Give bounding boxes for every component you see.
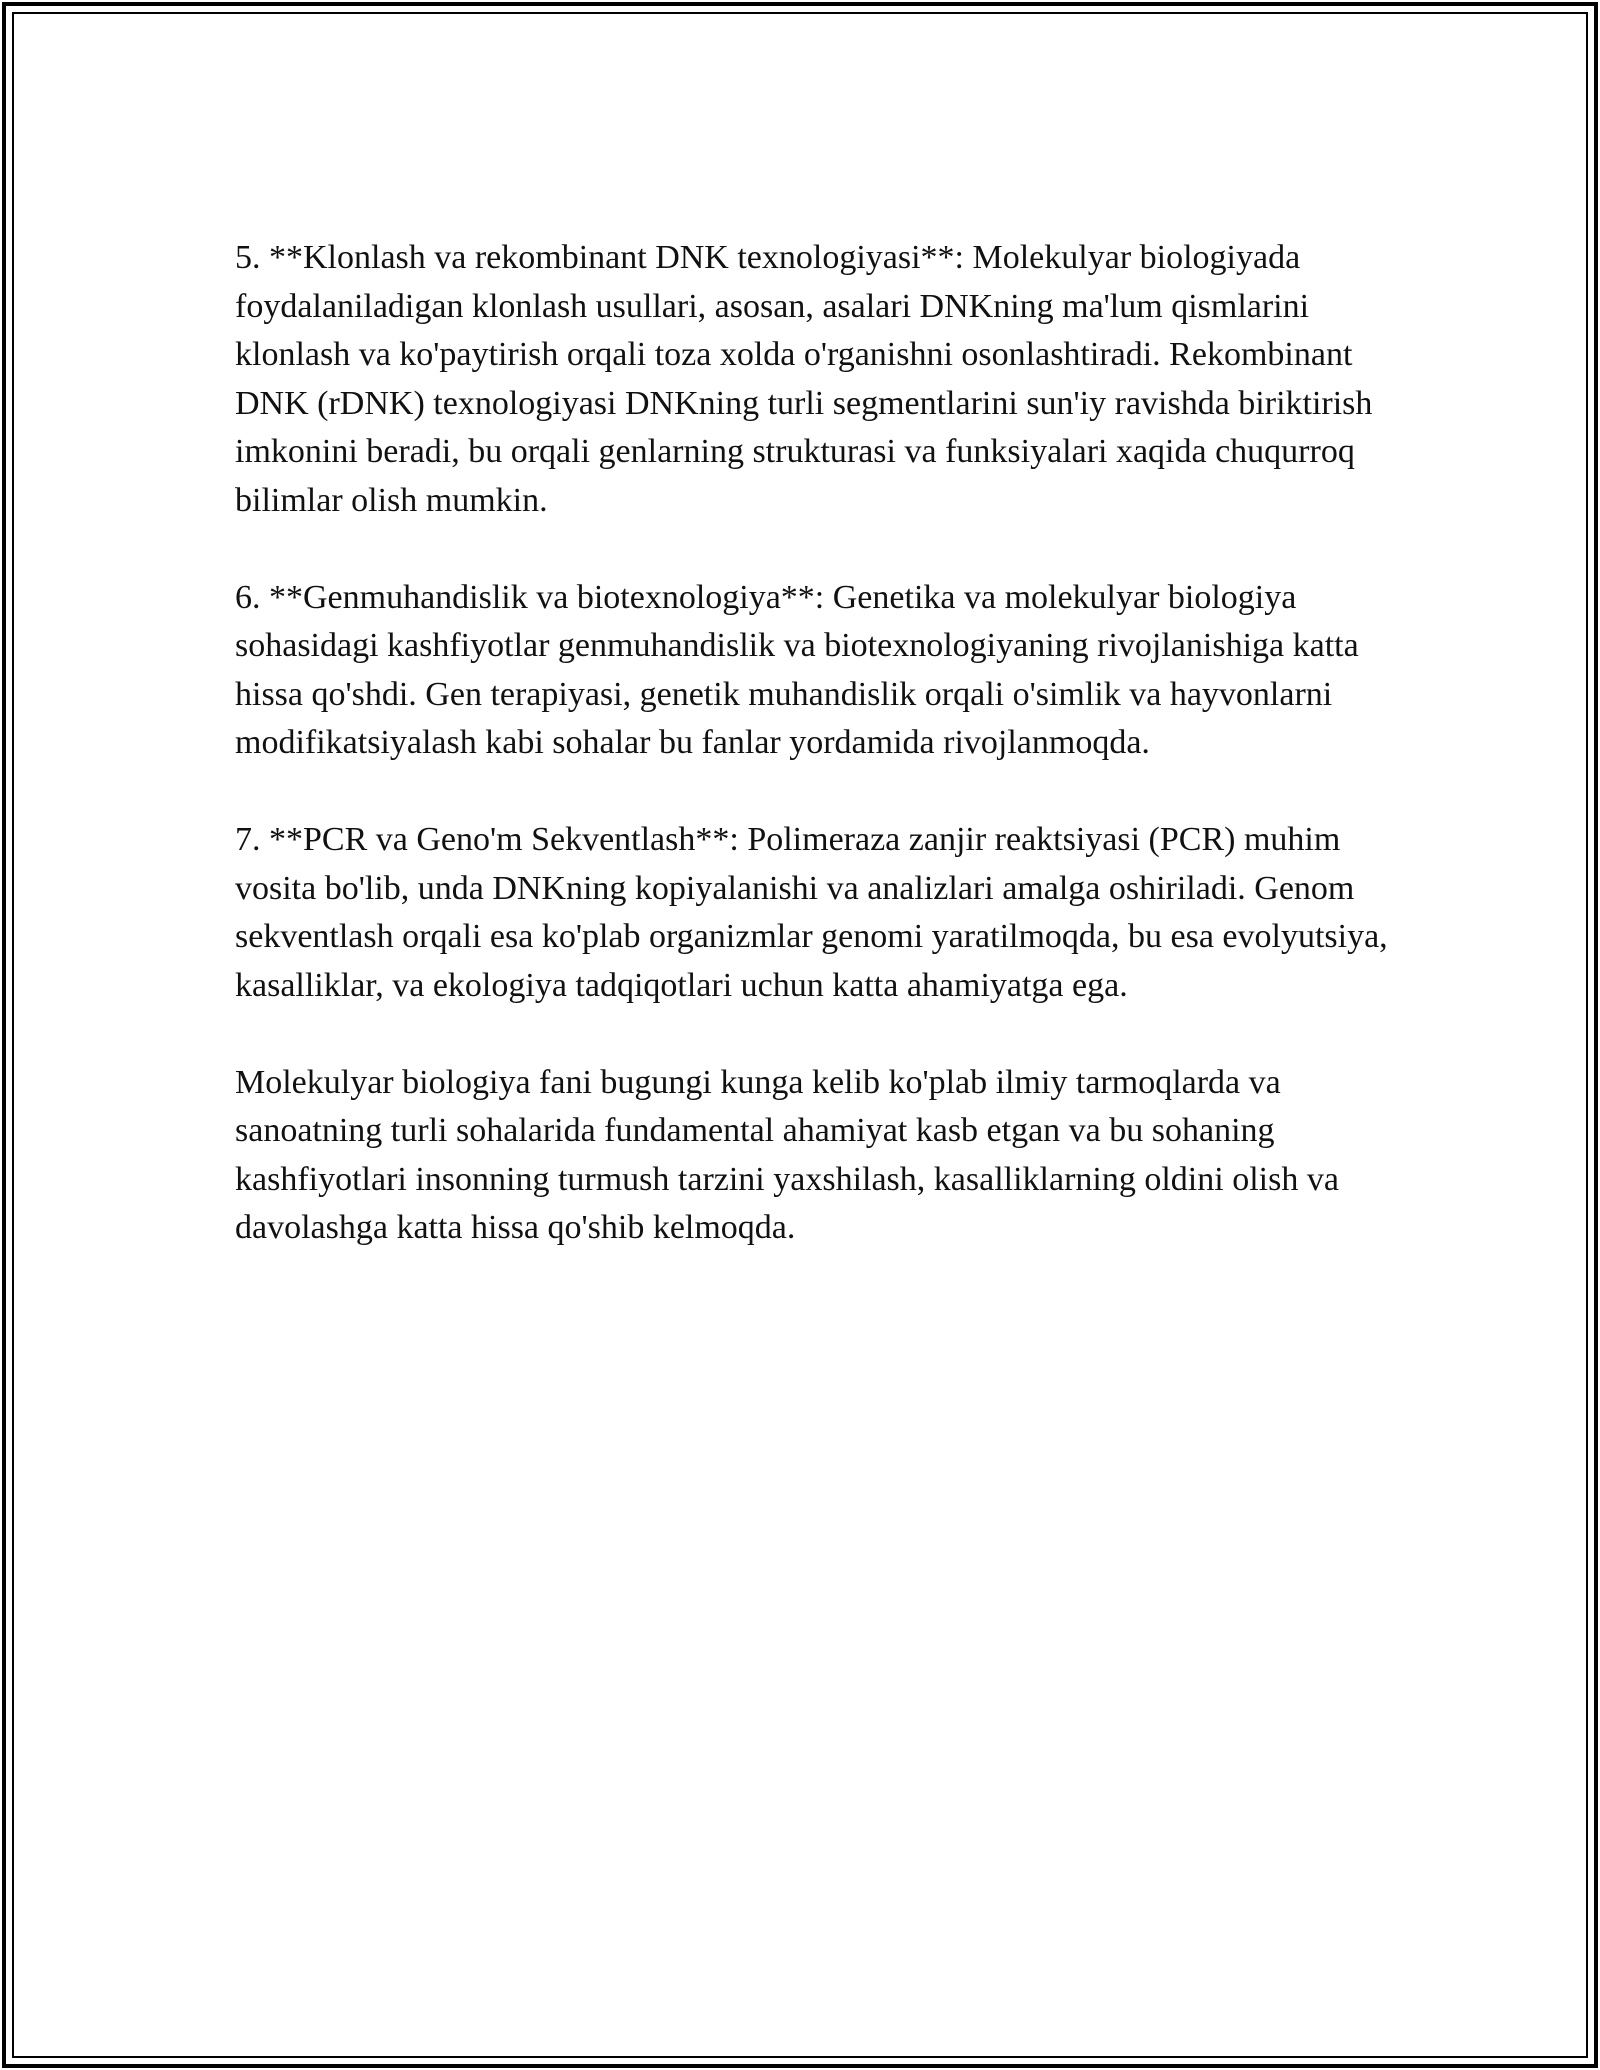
paragraph-cloning-recombinant-dna: 5. **Klonlash va rekombinant DNK texnologiyasi**: Molekulyar biologiyada foydalaniladigan klonlash usullari, asosan, asalari DNKning ma'lum qismlarini klonlash va ko'paytirish orqali toza xolda o'rganishni osonlashtiradi. Rekombinant DNK (rDNK) texnologiyasi DNKning turli segmentlarini sun'iy ravishda biriktirish imkonini beradi, bu orqali genlarning strukturasi va funksiyalari xaqida chuqurroq bilimlar olish mumkin. [235,239,1373,519]
paragraph-genetic-engineering: 6. **Genmuhandislik va biotexnologiya**: Genetika va molekulyar biologiya sohasidagi kashfiyotlar genmuhandislik va biotexnologiyaning rivojlanishiga katta hissa qo'shdi. Gen terapiyasi, genetik muhandislik orqali o'simlik va hayvonlarni modifikatsiyalash kabi sohalar bu fanlar yordamida rivojlanmoqda. [235,578,1359,761]
document-body [235,234,1390,1301]
paragraph-pcr-sequencing: 7. **PCR va Geno'm Sekventlash**: Polimeraza zanjir reaktsiyasi (PCR) muhim vosita bo'lib, unda DNKning kopiyalanishi va analizlari amalga oshiriladi. Genom sekventlash orqali esa ko'plab organizmlar genomi yaratilmoqda, bu esa evolyutsiya, kasalliklar, va ekologiya tadqiqotlari uchun katta ahamiyatga ega. [235,821,1388,1004]
paragraph-conclusion: Molekulyar biologiya fani bugungi kunga kelib ko'plab ilmiy tarmoqlarda va sanoatning turli sohalarida fundamental ahamiyat kasb etgan va bu sohaning kashfiyotlari insonning turmush tarzini yaxshilash, kasalliklarning oldini olish va davolashga katta hissa qo'shib kelmoqda. [235,1063,1339,1246]
